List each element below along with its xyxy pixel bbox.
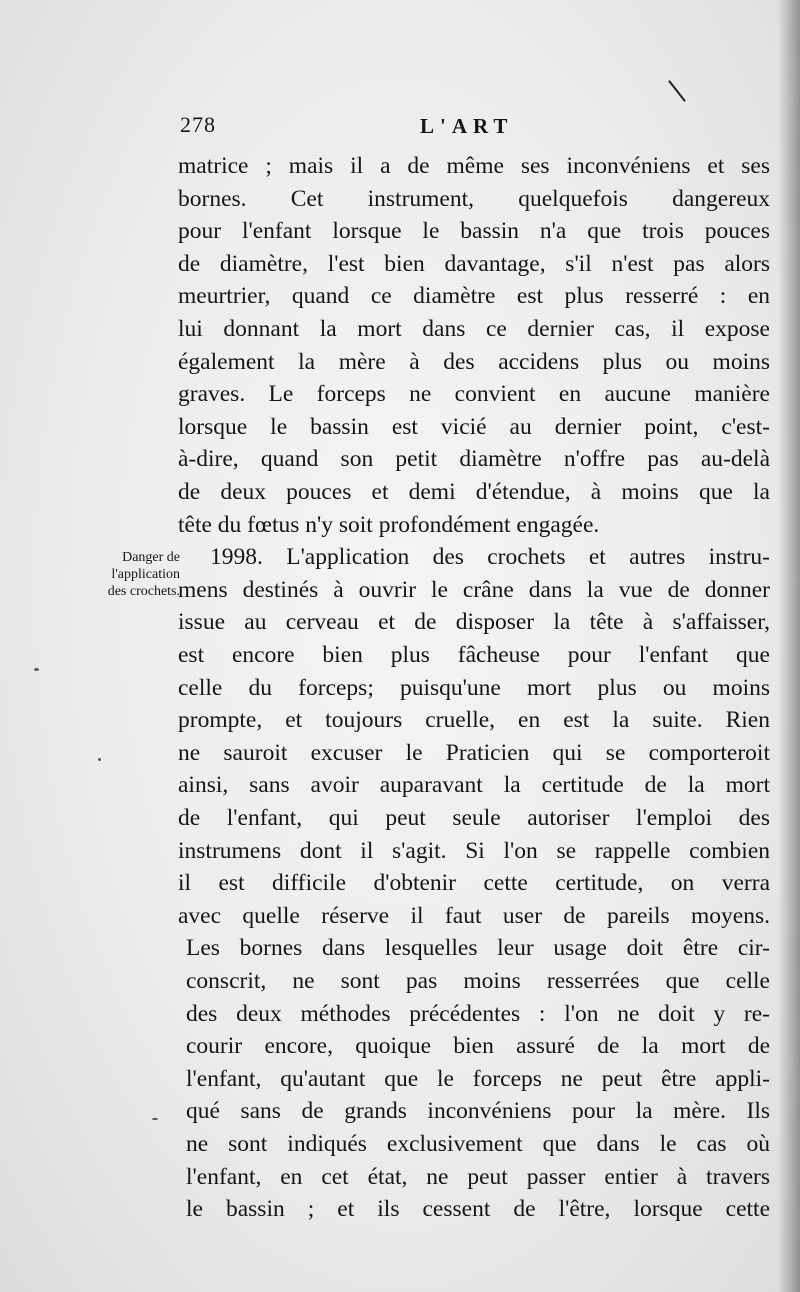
text-line: le bassin ; et ils cessent de l'être, lorsque cette bbox=[186, 1196, 770, 1223]
ink-mark bbox=[668, 80, 686, 102]
text-line: lorsque le bassin est vicié au dernier point, c'est- bbox=[178, 413, 770, 440]
margin-note-line: des crochets. bbox=[107, 584, 180, 599]
text-line: mens destinés à ouvrir le crâne dans la vue de donner bbox=[178, 576, 770, 603]
text-line: conscrit, ne sont pas moins resserrées que celle bbox=[186, 968, 770, 994]
paper-speck bbox=[98, 758, 101, 761]
text-line: celle du forceps; puisqu'une mort plus ou moins bbox=[178, 674, 770, 701]
text-line: matrice ; mais il a de même ses inconvéniens et ses bbox=[178, 153, 770, 179]
page-number: 278 bbox=[180, 112, 216, 137]
text-line: également la mère à des accidens plus ou moins bbox=[178, 348, 770, 375]
text-line: des deux méthodes précédentes : l'on ne doit y re- bbox=[186, 1000, 770, 1027]
text-line: ainsi, sans avoir auparavant la certitude de la mort bbox=[178, 772, 770, 799]
text-line: instrumens dont il s'agit. Si l'on se rappelle combien bbox=[178, 837, 770, 864]
paper-speck bbox=[152, 1118, 158, 1120]
text-line: bornes. Cet instrument, quelquefois dangereux bbox=[178, 185, 770, 212]
page-edge-shadow bbox=[778, 0, 800, 1292]
page-header bbox=[180, 112, 740, 146]
margin-note-line: l'application bbox=[111, 567, 180, 582]
text-line: prompte, et toujours cruelle, en est la suite. Rien bbox=[178, 707, 770, 734]
text-line: qué sans de grands inconvéniens pour la mère. Ils bbox=[186, 1098, 770, 1125]
text-line: Les bornes dans lesquelles leur usage doit être cir- bbox=[186, 935, 770, 962]
text-line: de deux pouces et demi d'étendue, à moins que la bbox=[178, 479, 770, 505]
text-line: lui donnant la mort dans ce dernier cas, il expose bbox=[178, 316, 770, 342]
text-line: l'enfant, qu'autant que le forceps ne peut être appli- bbox=[186, 1065, 770, 1092]
text-line: est encore bien plus fâcheuse pour l'enfant que bbox=[178, 642, 770, 668]
text-line: l'enfant, en cet état, ne peut passer entier à travers bbox=[186, 1163, 770, 1190]
text-line: il est difficile d'obtenir cette certitude, on verra bbox=[178, 870, 770, 897]
text-line: de l'enfant, qui peut seule autoriser l'emploi des bbox=[178, 805, 770, 831]
text-line: avec quelle réserve il faut user de pareils moyens. bbox=[178, 902, 770, 929]
text-line: issue au cerveau et de disposer la tête à s'affaisser, bbox=[178, 609, 770, 636]
text-line: graves. Le forceps ne convient en aucune manière bbox=[178, 381, 770, 408]
margin-note-line: Danger de bbox=[122, 550, 180, 565]
margin-note bbox=[72, 549, 180, 600]
text-line: à-dire, quand son petit diamètre n'offre pas au-delà bbox=[178, 446, 770, 473]
text-line: ne sont indiqués exclusivement que dans le cas où bbox=[186, 1131, 770, 1157]
text-line: de diamètre, l'est bien davantage, s'il n'est pas alors bbox=[178, 250, 770, 277]
text-line: pour l'enfant lorsque le bassin n'a que trois pouces bbox=[178, 218, 770, 245]
text-line: ne sauroit excuser le Praticien qui se comporteroit bbox=[178, 739, 770, 766]
text-line: meurtrier, quand ce diamètre est plus resserré : en bbox=[178, 283, 770, 310]
text-line: tête du fœtus n'y soit profondément engagée. bbox=[178, 511, 600, 538]
text-line: 1998. L'application des crochets et autres instru- bbox=[210, 544, 770, 571]
running-head: L'ART bbox=[420, 114, 514, 138]
text-line: courir encore, quoique bien assuré de la mort de bbox=[186, 1033, 770, 1060]
paper-speck bbox=[34, 668, 39, 671]
